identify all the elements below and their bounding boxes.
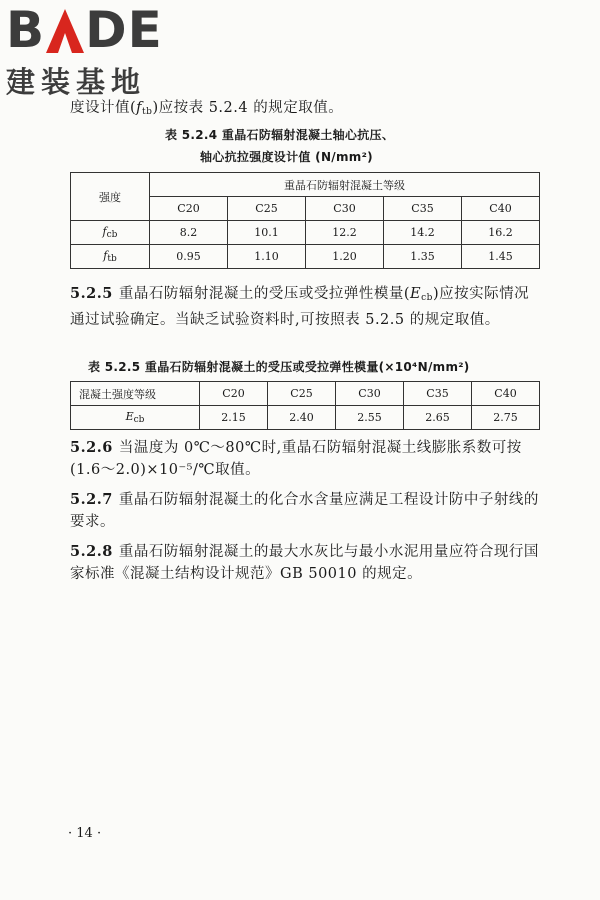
grade-cell: C35: [404, 382, 472, 406]
table1-caption-line2: 轴心抗拉强度设计值 (N/mm²): [200, 150, 373, 164]
table-5-2-4: [70, 172, 540, 269]
value-cell: 12.2: [306, 221, 384, 245]
value-cell: 1.10: [228, 245, 306, 269]
table-5-2-5: [70, 381, 540, 430]
table-row: [71, 245, 540, 269]
row-label-cell: $f_{tb}$: [71, 245, 150, 269]
grade-cell: C25: [228, 197, 306, 221]
grade-cell: C20: [200, 382, 268, 406]
table1-caption-line1: 表 5.2.4 重晶石防辐射混凝土轴心抗压、: [165, 128, 395, 142]
grade-cell: C25: [268, 382, 336, 406]
value-cell: 2.15: [200, 406, 268, 430]
row-header-cell: 强度: [71, 173, 150, 221]
value-cell: 14.2: [384, 221, 462, 245]
value-cell: 1.20: [306, 245, 384, 269]
value-cell: 2.55: [336, 406, 404, 430]
brand-logo: [6, 1, 176, 100]
clause-5-2-7: 5.2.7 重晶石防辐射混凝土的化合水含量应满足工程设计防中子射线的要求。: [70, 491, 539, 530]
intro-line: 度设计值$(f_{tb})$应按表 5.2.4 的规定取值。: [70, 100, 344, 117]
grade-cell: C40: [462, 197, 540, 221]
value-cell: 10.1: [228, 221, 306, 245]
table-header-row: [71, 173, 540, 197]
clause-5-2-8: 5.2.8 重晶石防辐射混凝土的最大水灰比与最小水泥用量应符合现行国家标准《混凝土结构设计规范》GB 50010 的规定。: [70, 543, 539, 582]
grade-cell: C30: [336, 382, 404, 406]
grade-cell: C20: [150, 197, 228, 221]
value-cell: 16.2: [462, 221, 540, 245]
page-number: · 14 ·: [68, 826, 102, 841]
value-cell: 8.2: [150, 221, 228, 245]
clause-5-2-5: 5.2.5 重晶石防辐射混凝土的受压或受拉弹性模量$(E_{cb})$应按实际情况通过试验确定。当缺乏试验资料时,可按照表 5.2.5 的规定取值。: [70, 285, 530, 328]
row-label-cell: $f_{cb}$: [71, 221, 150, 245]
table-row: [71, 221, 540, 245]
grade-cell: C30: [306, 197, 384, 221]
row-label-cell: $E_{cb}$: [71, 406, 200, 430]
grade-cell: C35: [384, 197, 462, 221]
table-header-row: [71, 382, 540, 406]
table-row: [71, 406, 540, 430]
value-cell: 2.40: [268, 406, 336, 430]
logo-subtitle: 建装基地: [6, 65, 147, 99]
value-cell: 2.65: [404, 406, 472, 430]
value-cell: 0.95: [150, 245, 228, 269]
value-cell: 2.75: [472, 406, 540, 430]
logo-a-triangle-icon: [46, 9, 84, 53]
value-cell: 1.45: [462, 245, 540, 269]
row-header-cell: 混凝土强度等级: [71, 382, 200, 406]
group-header-cell: 重晶石防辐射混凝土等级: [150, 173, 540, 197]
clause-5-2-6: 5.2.6 当温度为 0℃～80℃时,重晶石防辐射混凝土线膨胀系数可按(1.6～2.0)×10⁻⁵/℃取值。: [70, 439, 522, 478]
logo-wordmark: B DE: [6, 1, 163, 59]
grade-cell: C40: [472, 382, 540, 406]
table2-caption: 表 5.2.5 重晶石防辐射混凝土的受压或受拉弹性模量(×10⁴N/mm²): [88, 360, 470, 374]
value-cell: 1.35: [384, 245, 462, 269]
